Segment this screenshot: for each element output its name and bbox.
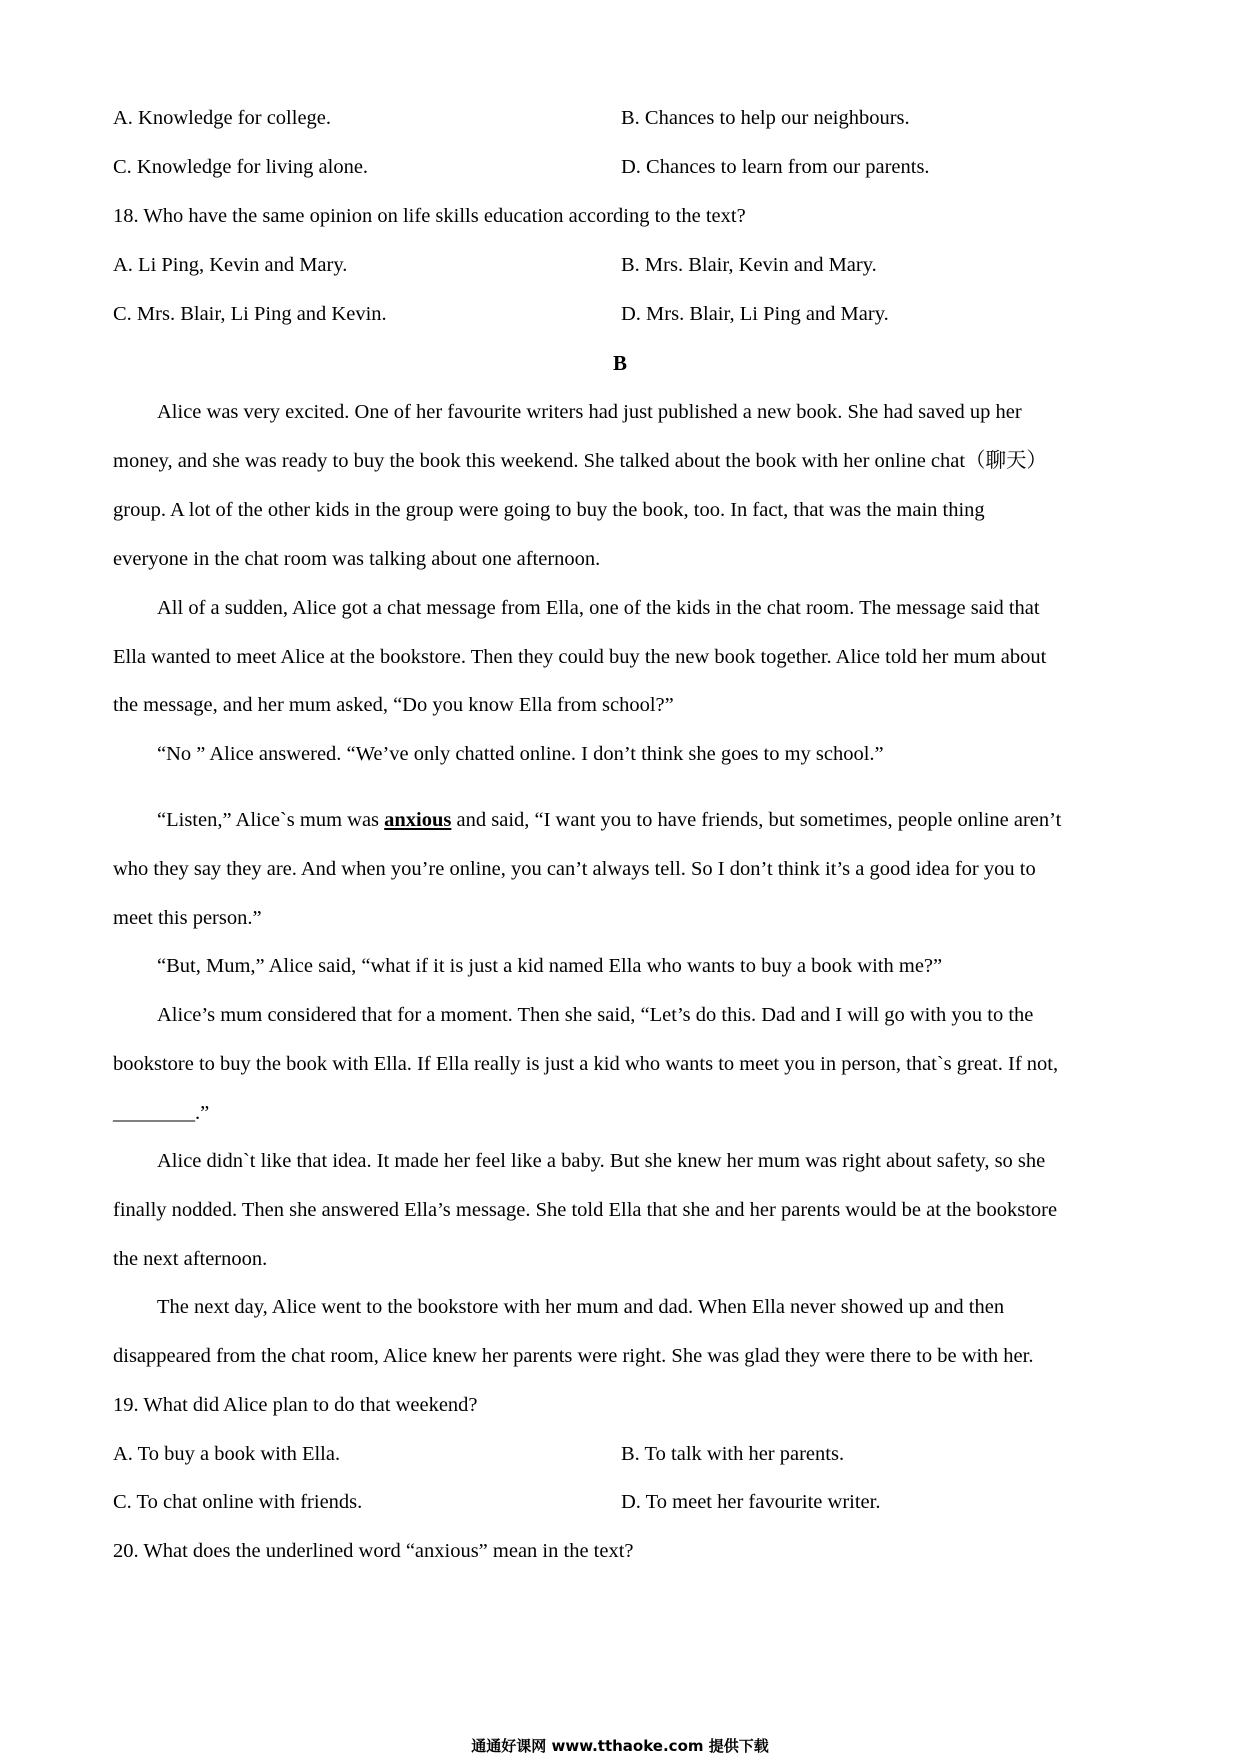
passage-line: “No ” Alice answered. “We’ve only chatted online. I don’t think she goes to my school.” [157, 743, 884, 765]
q19-option-b: B. To talk with her parents. [621, 1443, 845, 1465]
q18-option-d: D. Mrs. Blair, Li Ping and Mary. [621, 303, 889, 325]
passage-line: “But, Mum,” Alice said, “what if it is just a kid named Ella who wants to buy a book with me?” [157, 955, 943, 977]
passage-line: Alice didn`t like that idea. It made her feel like a baby. But she knew her mum was right about safety, so she [157, 1150, 1046, 1172]
passage-line: Alice’s mum considered that for a moment. Then she said, “Let’s do this. Dad and I will go with you to the [157, 1004, 1034, 1026]
passage-line: group. A lot of the other kids in the group were going to buy the book, too. In fact, that was the main thing [113, 499, 985, 521]
passage-line-anxious [157, 805, 1061, 835]
underlined-word: anxious [384, 809, 452, 831]
passage-line: bookstore to buy the book with Ella. If Ella really is just a kid who wants to meet you in person, that`s great. If not, [113, 1053, 1059, 1075]
passage-line: everyone in the chat room was talking about one afternoon. [113, 548, 601, 570]
passage-line: finally nodded. Then she answered Ella’s message. She told Ella that she and her parents would be at the bookstore [113, 1199, 1058, 1221]
q18-option-b: B. Mrs. Blair, Kevin and Mary. [621, 254, 877, 276]
page-footer: 通通好课网 www.tthaoke.com 提供下载 [471, 1737, 769, 1755]
q17-option-a: A. Knowledge for college. [113, 107, 332, 129]
q18-option-c: C. Mrs. Blair, Li Ping and Kevin. [113, 303, 387, 325]
passage-line: the next afternoon. [113, 1248, 268, 1270]
passage-text: “Listen,” Alice`s mum was [157, 809, 385, 831]
passage-text: and said, “I want you to have friends, but sometimes, people online aren’t [451, 809, 1062, 831]
q18-question: 18. Who have the same opinion on life skills education according to the text? [113, 205, 746, 227]
q19-option-c: C. To chat online with friends. [113, 1491, 363, 1513]
passage-line: All of a sudden, Alice got a chat message from Ella, one of the kids in the chat room. The message said that [157, 597, 1040, 619]
passage-line: who they say they are. And when you’re online, you can’t always tell. So I don’t think it’s a good idea for you to [113, 858, 1036, 880]
passage-line: Alice was very excited. One of her favourite writers had just published a new book. She had saved up her [157, 401, 1022, 423]
q19-option-a: A. To buy a book with Ella. [113, 1443, 341, 1465]
q19-question: 19. What did Alice plan to do that weekend? [113, 1394, 478, 1416]
passage-line: money, and she was ready to buy the book this weekend. She talked about the book with her online chat（聊天） [113, 450, 1048, 472]
section-heading: B [612, 351, 627, 375]
passage-line: disappeared from the chat room, Alice knew her parents were right. She was glad they were there to be with her. [113, 1345, 1034, 1367]
passage-line: the message, and her mum asked, “Do you know Ella from school?” [113, 694, 674, 716]
passage-line: Ella wanted to meet Alice at the bookstore. Then they could buy the new book together. Alice told her mum about [113, 646, 1047, 668]
q17-option-d: D. Chances to learn from our parents. [621, 156, 930, 178]
q18-option-a: A. Li Ping, Kevin and Mary. [113, 254, 348, 276]
passage-line: meet this person.” [113, 907, 262, 929]
q17-option-c: C. Knowledge for living alone. [113, 156, 369, 178]
q19-option-d: D. To meet her favourite writer. [621, 1491, 881, 1513]
passage-line: The next day, Alice went to the bookstore with her mum and dad. When Ella never showed up and then [157, 1296, 1005, 1318]
passage-blank-line: ________.” [113, 1102, 210, 1124]
q17-option-b: B. Chances to help our neighbours. [621, 107, 910, 129]
q20-question: 20. What does the underlined word “anxious” mean in the text? [113, 1540, 634, 1562]
